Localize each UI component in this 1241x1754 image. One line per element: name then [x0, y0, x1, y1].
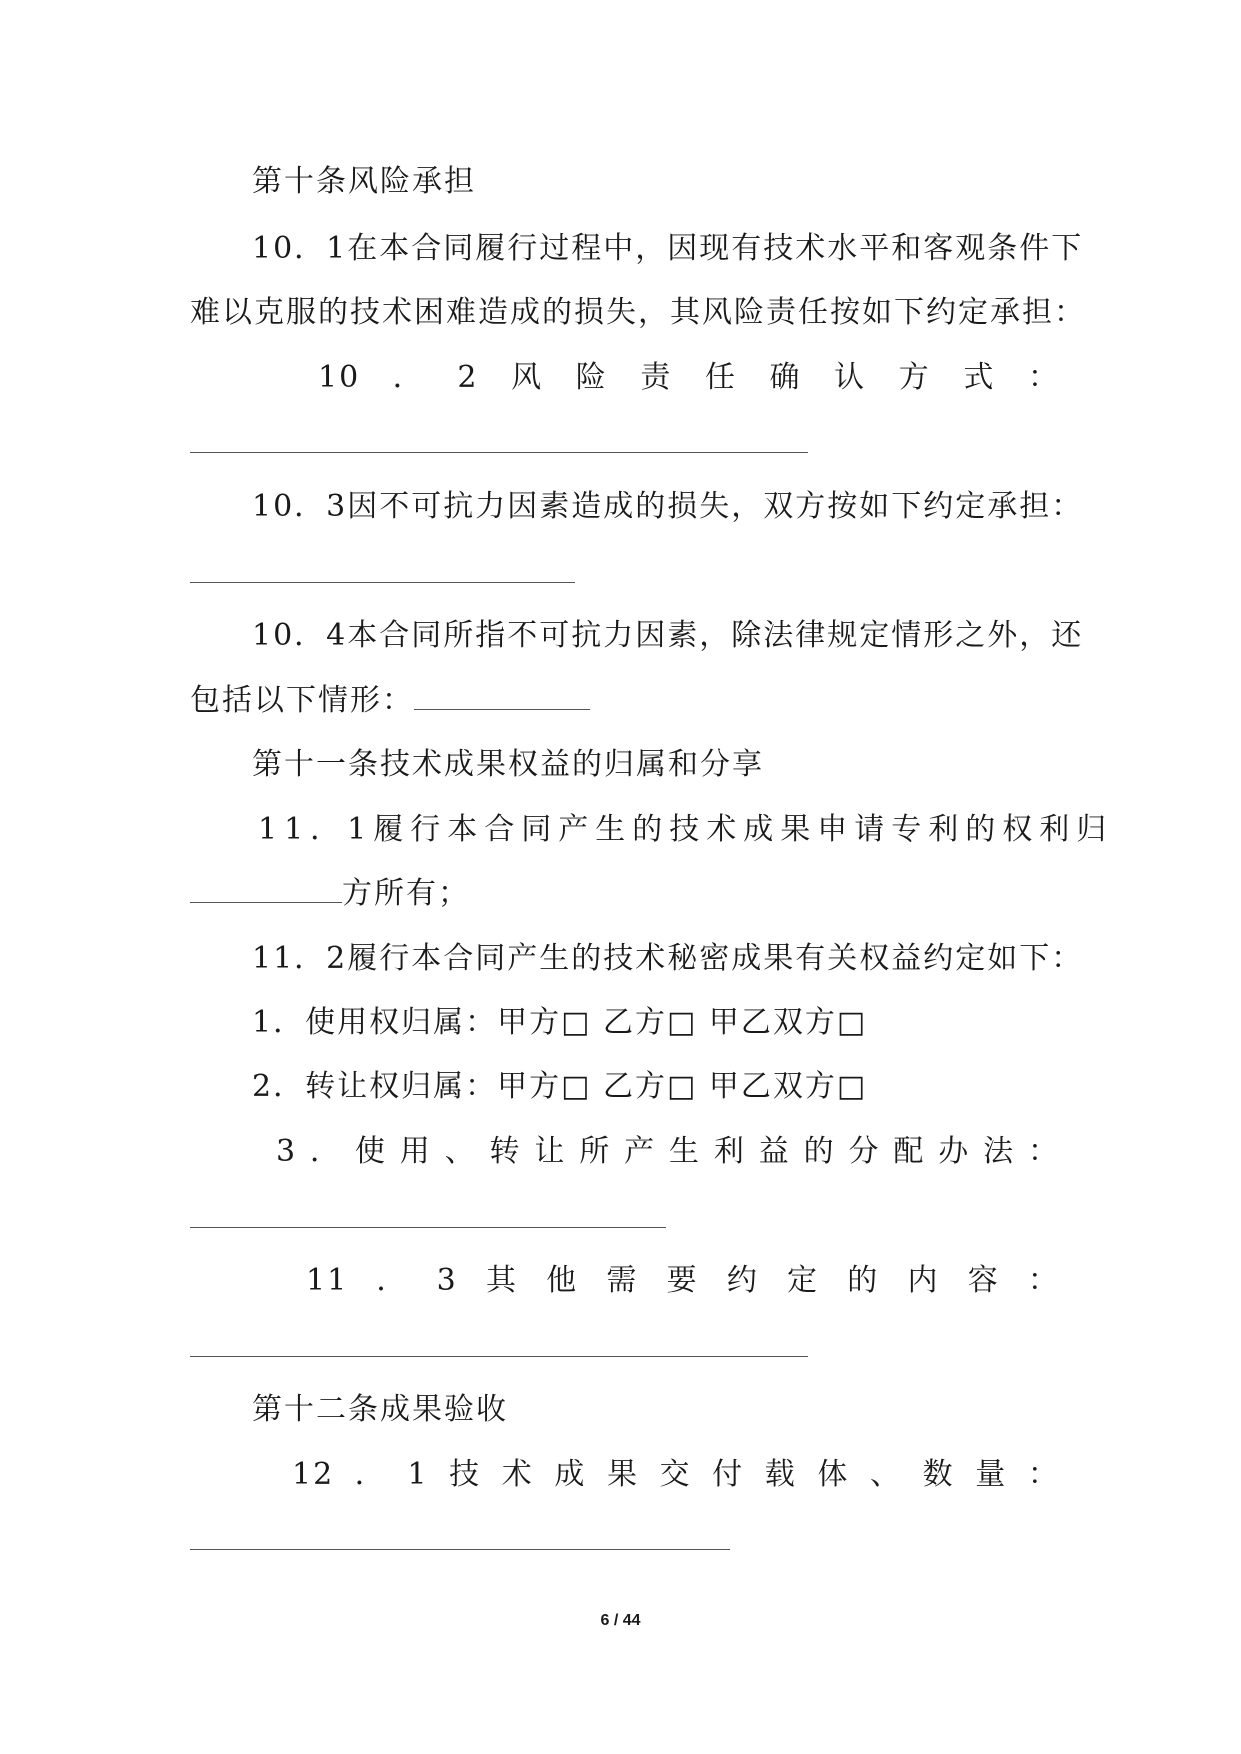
clause-10-2-char: 式 [963, 360, 996, 395]
item-11-2-3-char: 生 [668, 1134, 701, 1169]
clause-10-2-char: 方 [898, 360, 931, 395]
clause-11-1-line-2 [190, 874, 470, 914]
item-11-2-3-char: 转 [489, 1134, 522, 1169]
blank-line-11-1 [190, 876, 342, 903]
item-11-2-3-char: 益 [758, 1134, 791, 1169]
item-11-2-3-char: 产 [624, 1134, 657, 1169]
clause-12-1-char: 技 [449, 1457, 482, 1492]
clause-10-2-char: ． [392, 360, 425, 395]
clause-12-1 [292, 1455, 1060, 1495]
item-11-2-3-char: 的 [803, 1134, 836, 1169]
item-11-2-3 [276, 1132, 1060, 1172]
clause-10-1-line-1: 10．1在本合同履行过程中，因现有技术水平和客观条件下 [252, 231, 1084, 266]
clause-10-2 [318, 358, 1060, 398]
clause-10-2-char: 风 [511, 360, 544, 395]
blank-line-12-1 [190, 1549, 730, 1550]
item-11-2-3-char: 办 [938, 1134, 971, 1169]
clause-11-3-char: 定 [787, 1263, 820, 1298]
clause-10-3: 10．3因不可抗力因素造成的损失，双方按如下约定承担： [252, 489, 1084, 524]
clause-10-2-char: ： [1027, 360, 1060, 395]
item-11-2-3-char: 用 [399, 1134, 432, 1169]
clause-10-2-char: 险 [575, 360, 608, 395]
clause-10-4-label: 包括以下情形： [190, 683, 414, 718]
clause-11-3-char: 需 [606, 1263, 639, 1298]
clause-12-1-char: 术 [501, 1457, 534, 1492]
blank-line-11-3 [190, 1356, 808, 1357]
clause-10-4-line-2 [190, 681, 590, 721]
clause-12-1-char: 12 [292, 1457, 335, 1492]
clause-10-2-char: 10 [318, 360, 361, 395]
clause-11-2: 11．2履行本合同产生的技术秘密成果有关权益约定如下： [252, 941, 1084, 976]
item-11-2-3-char: 分 [848, 1134, 881, 1169]
blank-line-10-2 [190, 452, 808, 453]
clause-11-1-suffix: 方所有； [342, 876, 470, 911]
clause-12-1-char: 数 [922, 1457, 955, 1492]
clause-12-1-char: 交 [659, 1457, 692, 1492]
item-11-2-3-char: 所 [579, 1134, 612, 1169]
clause-12-1-char: 成 [554, 1457, 587, 1492]
clause-12-1-char: 载 [764, 1457, 797, 1492]
clause-11-3-char: 的 [847, 1263, 880, 1298]
clause-12-1-char: 付 [712, 1457, 745, 1492]
clause-12-1-char: 、 [869, 1457, 902, 1492]
clause-11-3-char: 3 [436, 1263, 458, 1298]
clause-11-3-char: 要 [666, 1263, 699, 1298]
clause-11-3 [306, 1261, 1060, 1301]
clause-12-1-char: 1 [407, 1457, 429, 1492]
clause-11-3-char: 11 [306, 1263, 349, 1298]
clause-11-3-char: 容 [967, 1263, 1000, 1298]
item-11-2-3-char: 3 [276, 1134, 298, 1169]
item-11-2-2: 2．转让权归属：甲方□ 乙方□ 甲乙双方□ [252, 1069, 868, 1104]
clause-12-1-char: 量 [975, 1457, 1008, 1492]
clause-10-2-char: 确 [769, 360, 802, 395]
clause-10-1-line-2: 难以克服的技术困难造成的损失，其风险责任按如下约定承担： [190, 295, 1086, 330]
item-11-2-3-char: ： [1027, 1134, 1060, 1169]
item-11-2-3-char: 使 [354, 1134, 387, 1169]
clause-11-3-char: ： [1027, 1263, 1060, 1298]
clause-11-3-char: 他 [546, 1263, 579, 1298]
item-11-2-3-char: 配 [893, 1134, 926, 1169]
clause-10-2-char: 2 [457, 360, 479, 395]
blank-line-10-3 [190, 582, 575, 583]
article-11-title: 第十一条技术成果权益的归属和分享 [252, 747, 764, 782]
clause-11-3-char: ． [376, 1263, 409, 1298]
clause-10-2-char: 责 [640, 360, 673, 395]
article-12-title: 第十二条成果验收 [252, 1392, 508, 1427]
item-11-2-3-char: 、 [444, 1134, 477, 1169]
item-11-2-3-char: 利 [713, 1134, 746, 1169]
clause-11-3-char: 约 [726, 1263, 759, 1298]
clause-12-1-char: 果 [606, 1457, 639, 1492]
clause-10-2-char: 任 [704, 360, 737, 395]
blank-line-11-2-3 [190, 1227, 666, 1228]
item-11-2-3-char: ． [309, 1134, 342, 1169]
clause-10-2-char: 认 [834, 360, 867, 395]
page-number: 6 / 44 [600, 1612, 641, 1629]
item-11-2-1: 1．使用权归属：甲方□ 乙方□ 甲乙双方□ [252, 1005, 868, 1040]
item-11-2-3-char: 法 [983, 1134, 1016, 1169]
clause-11-1-line-1: 11．1履行本合同产生的技术成果申请专利的权利归 [258, 812, 1114, 847]
clause-11-3-char: 其 [485, 1263, 518, 1298]
clause-10-4-line-1: 10．4本合同所指不可抗力因素，除法律规定情形之外，还 [252, 618, 1084, 653]
clause-11-3-char: 内 [907, 1263, 940, 1298]
article-10-title: 第十条风险承担 [252, 164, 476, 199]
item-11-2-3-char: 让 [534, 1134, 567, 1169]
clause-12-1-char: ： [1027, 1457, 1060, 1492]
clause-12-1-char: 体 [817, 1457, 850, 1492]
clause-12-1-char: ． [354, 1457, 387, 1492]
blank-line-10-4 [414, 683, 590, 710]
